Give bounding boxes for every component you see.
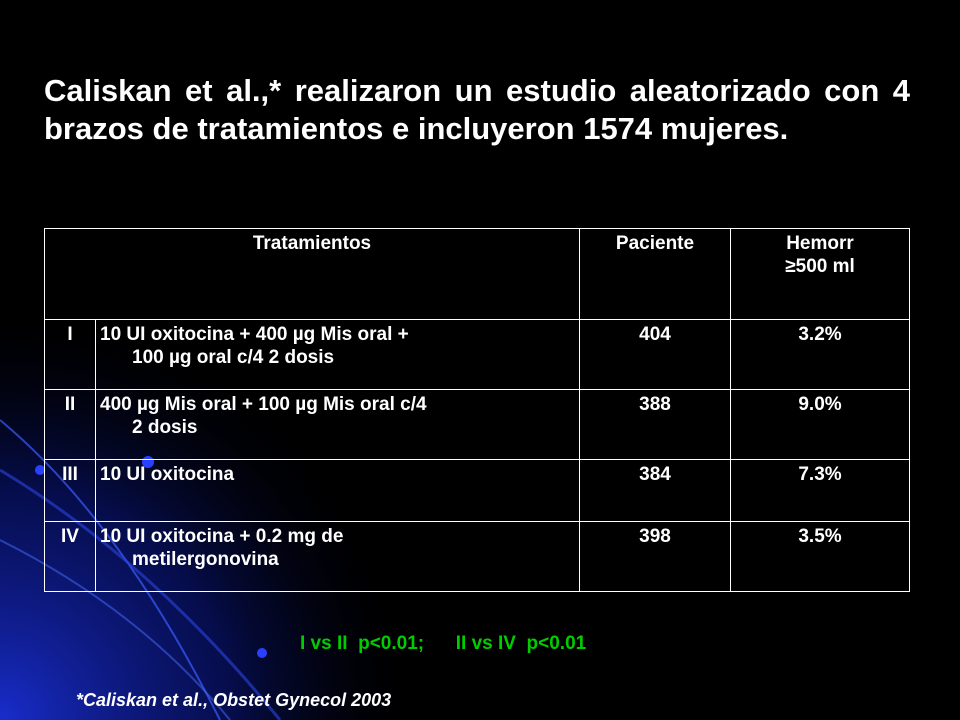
table-row (45, 390, 910, 460)
row-number: I (45, 320, 96, 390)
header-hemorrhage (731, 229, 910, 320)
row-patients: 388 (580, 390, 731, 460)
header-hemorrhage-line1: Hemorr (786, 233, 854, 254)
header-patients: Paciente (580, 229, 731, 320)
desc-line: metilergonovina (132, 549, 279, 570)
row-patients: 384 (580, 460, 731, 522)
header-hemorrhage-line2: ≥500 ml (785, 256, 855, 277)
row-number: III (45, 460, 96, 522)
table-row (45, 522, 910, 592)
row-number: IV (45, 522, 96, 592)
table-row (45, 460, 910, 522)
row-description (96, 320, 580, 390)
row-hemorrhage: 3.2% (731, 320, 910, 390)
table-row (45, 320, 910, 390)
desc-line: 10 UI oxitocina (100, 464, 235, 485)
intro-text: Caliskan et al.,* realizaron un estudio aleatorizado con 4 brazos de tratamientos e incluyeron 1574 mujeres. (44, 73, 910, 146)
citation: *Caliskan et al., Obstet Gynecol 2003 (76, 690, 392, 710)
desc-line: 100 µg oral c/4 2 dosis (132, 347, 335, 368)
desc-line: 2 dosis (132, 417, 198, 438)
row-hemorrhage: 7.3% (731, 460, 910, 522)
header-treatments: Tratamientos (45, 229, 580, 320)
row-description (96, 390, 580, 460)
row-hemorrhage: 9.0% (731, 390, 910, 460)
treatment-table (44, 228, 910, 592)
row-number: II (45, 390, 96, 460)
row-description (96, 522, 580, 592)
table-header-row (45, 229, 910, 320)
desc-line: 10 UI oxitocina + 0.2 mg de (100, 526, 344, 547)
row-hemorrhage: 3.5% (731, 522, 910, 592)
row-patients: 398 (580, 522, 731, 592)
desc-line: 400 µg Mis oral + 100 µg Mis oral c/4 (100, 394, 427, 415)
dot-decoration (257, 648, 267, 658)
desc-line: 10 UI oxitocina + 400 µg Mis oral + (100, 324, 409, 345)
row-description (96, 460, 580, 522)
row-patients: 404 (580, 320, 731, 390)
p-values-note: I vs II p<0.01; II vs IV p<0.01 (300, 633, 587, 654)
